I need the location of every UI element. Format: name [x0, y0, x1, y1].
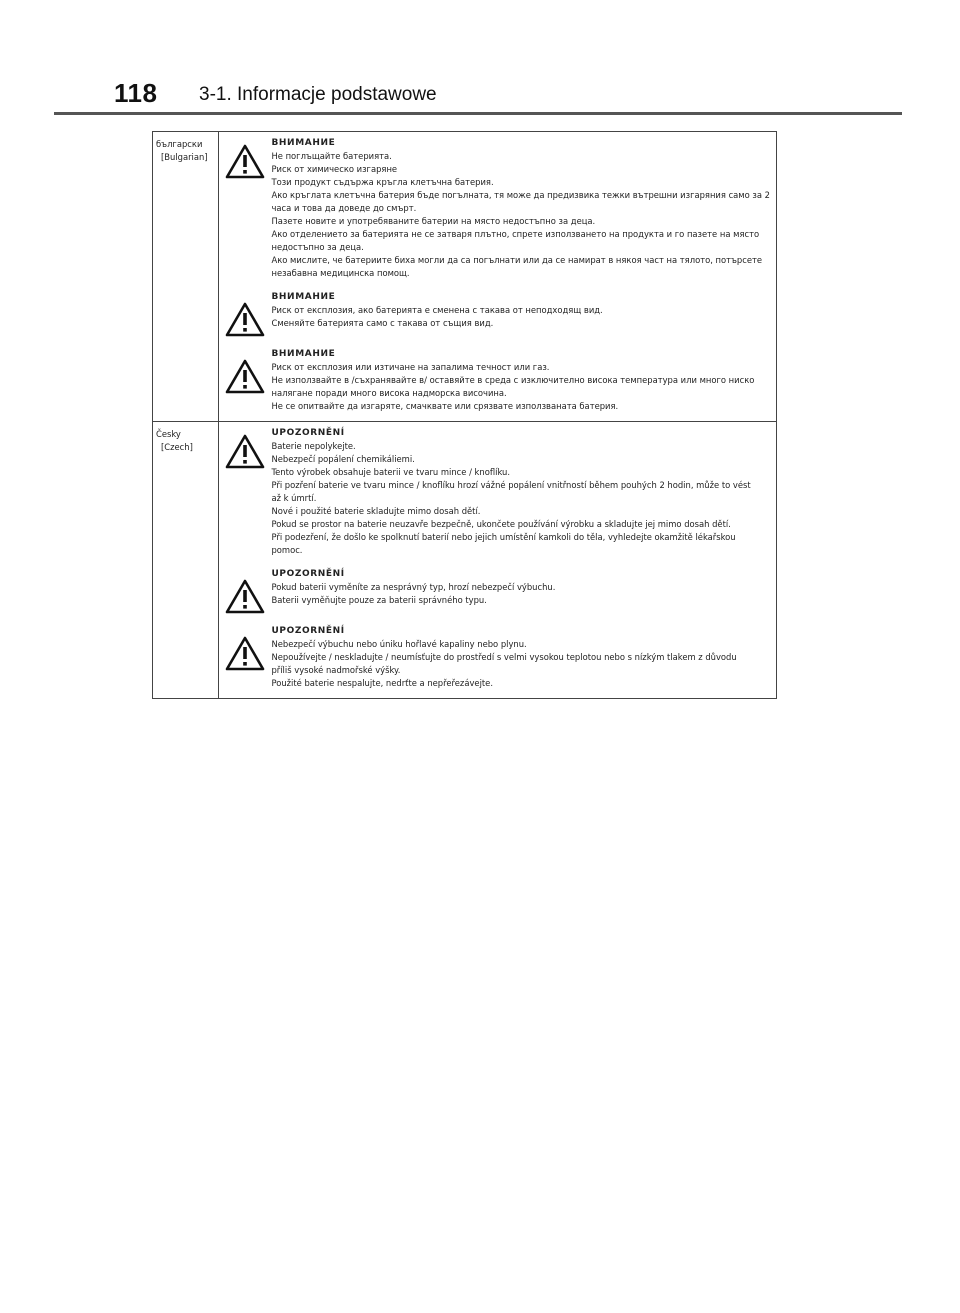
- warning-line: pomoc.: [271, 545, 303, 555]
- warning-line: příliš vysoké nadmořské výšky.: [271, 665, 401, 675]
- warning-line: Pokud se prostor na baterie neuzavře bezpečně, ukončete používání výrobku a skladujte jej mimo dosah dětí.: [271, 519, 731, 529]
- warning-line: Nebezpečí popálení chemikáliemi.: [271, 454, 415, 464]
- language-row: [153, 132, 777, 422]
- warning-line: Nepoužívejte / neskladujte / neumísťujte do prostředí s velmi vysokou teplotou nebo s nízkým tlakem z důvodu: [271, 652, 737, 662]
- language-cell: [153, 132, 219, 422]
- warning-line: Не се опитвайте да изгаряте, смачквате или срязвате използваната батерия.: [271, 401, 619, 411]
- language-cell: [153, 422, 219, 699]
- warning-line: Při pozření baterie ve tvaru mince / knoflíku hrozí vážné popálení vnitřností během pouhých 2 hodin, může to vést: [271, 480, 751, 490]
- warning-text: [271, 568, 770, 607]
- warning-line: налягане поради много висока надморска височина.: [271, 388, 507, 398]
- warning-text: [271, 137, 770, 280]
- page-header: [0, 0, 960, 118]
- warning-line: Не поглъщайте батерията.: [271, 151, 392, 161]
- warning-line: Риск от химическо изгаряне: [271, 164, 398, 174]
- battery-warning-table: [152, 131, 777, 699]
- warning-triangle-icon: [219, 427, 271, 469]
- warning-line: Ако мислите, че батериите биха могли да са погълнати или да се намират в някоя част на тялото, потърсете: [271, 255, 763, 265]
- warning-line: Ако отделението за батерията не се затваря плътно, спрете използването на продукта и го пазете на място: [271, 229, 760, 239]
- warning-triangle-icon: [219, 568, 271, 614]
- warning-block: [219, 348, 770, 413]
- warning-line: часа и това да доведе до смърт.: [271, 203, 417, 213]
- warning-line: незабавна медицинска помощ.: [271, 268, 410, 278]
- warning-block: [219, 427, 770, 557]
- warning-line: Použité baterie nespalujte, nedrťte a nepřeřezávejte.: [271, 678, 493, 688]
- warning-line: Този продукт съдържа кръгла клетъчна батерия.: [271, 177, 494, 187]
- warning-heading: ВНИМАНИЕ: [271, 138, 336, 148]
- warning-content-cell: [219, 422, 777, 699]
- warning-block: [219, 625, 770, 690]
- warning-heading: UPOZORNĚNÍ: [271, 626, 345, 636]
- warning-text: [271, 291, 770, 330]
- warning-content-cell: [219, 132, 777, 422]
- warning-triangle-icon: [219, 348, 271, 394]
- warning-line: недостъпно за деца.: [271, 242, 364, 252]
- language-name: Česky: [156, 429, 181, 439]
- warning-text: [271, 625, 770, 690]
- warning-line: Baterie nepolykejte.: [271, 441, 356, 451]
- language-english-name: [Bulgarian]: [161, 152, 208, 162]
- language-english-name: [Czech]: [161, 442, 193, 452]
- warning-line: Nebezpečí výbuchu nebo úniku hořlavé kapaliny nebo plynu.: [271, 639, 527, 649]
- warning-line: Не използвайте в /съхранявайте в/ оставяйте в среда с изключително висока температура или много ниско: [271, 375, 755, 385]
- warning-heading: ВНИМАНИЕ: [271, 349, 336, 359]
- warning-block: [219, 137, 770, 280]
- warning-heading: UPOZORNĚNÍ: [271, 428, 345, 438]
- warning-line: Při podezření, že došlo ke spolknutí baterií nebo jejich umístění kamkoli do těla, vyhledejte okamžitě lékařskou: [271, 532, 736, 542]
- header-divider: [54, 112, 902, 115]
- language-name: български: [156, 139, 203, 149]
- warning-line: Ако кръглата клетъчна батерия бъде погълната, тя може да предизвика тежки вътрешни изгаряния само за 2: [271, 190, 770, 200]
- warning-triangle-icon: [219, 625, 271, 671]
- warning-line: Риск от експлозия, ако батерията е сменена с такава от неподходящ вид.: [271, 305, 603, 315]
- warning-line: Nové i použité baterie skladujte mimo dosah dětí.: [271, 506, 481, 516]
- warning-line: Tento výrobek obsahuje baterii ve tvaru mince / knoflíku.: [271, 467, 511, 477]
- warning-block: [219, 291, 770, 337]
- warning-line: Пазете новите и употребяваните батерии на място недостъпно за деца.: [271, 216, 596, 226]
- warning-line: Pokud baterii vyměníte za nesprávný typ, hrozí nebezpečí výbuchu.: [271, 582, 556, 592]
- section-title: 3-1. Informacje podstawowe: [199, 84, 437, 105]
- warning-line: Риск от експлозия или изтичане на запалима течност или газ.: [271, 362, 550, 372]
- language-row: [153, 422, 777, 699]
- warning-triangle-icon: [219, 137, 271, 179]
- warning-triangle-icon: [219, 291, 271, 337]
- warning-block: [219, 568, 770, 614]
- warning-text: [271, 427, 770, 557]
- warning-line: Сменяйте батерията само с такава от същия вид.: [271, 318, 494, 328]
- warning-heading: UPOZORNĚNÍ: [271, 569, 345, 579]
- page-number: 118: [114, 78, 158, 108]
- warning-text: [271, 348, 770, 413]
- warning-line: až k úmrtí.: [271, 493, 317, 503]
- warning-heading: ВНИМАНИЕ: [271, 292, 336, 302]
- warning-line: Baterii vyměňujte pouze za baterii správného typu.: [271, 595, 487, 605]
